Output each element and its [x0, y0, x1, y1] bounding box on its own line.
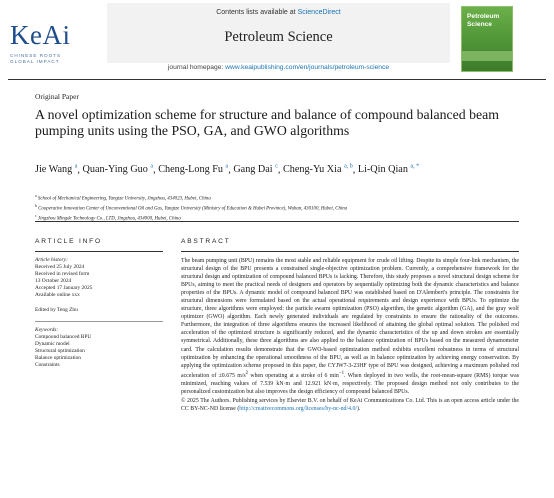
contents-line: Contents lists available at ScienceDirect [216, 9, 341, 16]
journal-banner [107, 3, 450, 63]
author-affiliation-marker[interactable]: c [275, 164, 278, 170]
journal-header [0, 0, 554, 80]
affiliations [35, 193, 505, 222]
affiliation-text: School of Mechanical Engineering, Yangtze University, Jingzhou, 434023, Hubei, China [36, 196, 211, 202]
author-separator: , [277, 164, 283, 176]
keai-logo-subtitle: CHINESE ROOTS GLOBAL IMPACT [10, 53, 62, 64]
history-label: Article history: [35, 257, 68, 263]
article-info-divider [35, 251, 163, 252]
abstract-heading: ABSTRACT [181, 238, 231, 245]
cover-title: Petroleum Science [467, 13, 500, 28]
keywords-divider [35, 321, 163, 322]
article-info-heading: ARTICLE INFO [35, 238, 102, 245]
article-history [35, 257, 163, 300]
author-name[interactable]: Cheng-Yu Xia $^{a, b}$ [282, 164, 353, 176]
copyright-notice: © 2025 The Authors. Publishing services by Elsevier B.V. on behalf of KeAi Communications Co. Ltd. This is an open access article under the CC BY-NC-ND license (http://creativecommons.org/licenses/by-nc-nd/4.0/). [181, 397, 519, 412]
history-item: Received in revised form [35, 271, 90, 278]
author-list [35, 161, 505, 177]
author-separator: , [77, 164, 83, 176]
abstract-body [181, 257, 519, 413]
keyword: Dynamic model [35, 340, 70, 347]
author-affiliation-marker[interactable]: a [150, 164, 154, 170]
history-item: Received 25 July 2024 [35, 264, 85, 271]
journal-homepage-link[interactable]: www.keaipublishing.com/en/journals/petroleum-science [225, 64, 390, 71]
paper-type: Original Paper [35, 92, 79, 101]
author-separator: , [228, 164, 234, 176]
cover-decoration [462, 51, 512, 61]
affiliation-marker: c [35, 213, 37, 218]
keywords-label: Keywords: [35, 326, 59, 333]
keyword: Constraints [35, 362, 60, 369]
keyword: Structural optimization [35, 347, 85, 354]
author-name[interactable]: Gang Dai $^c$ [233, 164, 278, 176]
journal-cover-image[interactable] [461, 6, 513, 72]
affiliation-marker: a [35, 194, 37, 198]
affiliation-marker: b [35, 203, 37, 208]
author-affiliation-marker[interactable]: a, * [410, 164, 420, 170]
keai-logo-text: KeAi [10, 20, 71, 50]
meta-divider [35, 221, 519, 222]
author-separator: , [352, 164, 358, 176]
article-info-column [35, 238, 163, 369]
history-item: Available online xxx [35, 292, 80, 299]
author-separator: , [153, 164, 159, 176]
author-name[interactable]: Li-Qin Qian $^{a, *}$ [357, 164, 420, 176]
affiliation-line [35, 203, 505, 213]
header-divider [8, 79, 546, 80]
keywords-block [35, 327, 163, 370]
sciencedirect-link[interactable]: ScienceDirect [297, 9, 341, 16]
affiliation-text: Cooperative Innovation Center of Unconventional Oil and Gas, Yangtze University (Ministry of Education & Hubei Province), Wuhan, 430100, Hubei, China [36, 206, 348, 212]
author-affiliation-marker[interactable]: a [74, 164, 78, 170]
author-affiliation-marker[interactable]: a, b [344, 164, 353, 170]
keyword: Compound balanced BPU [35, 333, 92, 340]
keai-logo[interactable] [10, 22, 100, 65]
journal-homepage: journal homepage: www.keaipublishing.com/en/journals/petroleum-science [167, 64, 390, 71]
author-name[interactable]: Quan-Ying Guo $^a$ [82, 164, 154, 176]
editor-line: Edited by Teng Zhu [35, 306, 78, 313]
affiliation-line [35, 193, 505, 203]
history-item: Accepted 17 January 2025 [35, 285, 93, 292]
affiliation-text: Jingzhou Mingde Technology Co., LTD, Jingzhou, 434000, Hubei, China [36, 216, 181, 222]
author-affiliation-marker[interactable]: a [225, 164, 229, 170]
author-name[interactable]: Cheng-Long Fu $^a$ [158, 164, 229, 176]
keyword: Balance optimization [35, 354, 81, 361]
article-title: A novel optimization scheme for structure and balance of compound balanced beam pumping units using the PSO, GA, and GWO algorithms [35, 107, 499, 138]
journal-name[interactable]: Petroleum Science [224, 29, 333, 45]
abstract-text: The beam pumping unit (BPU) remains the most stable and reliable equipment for crude oil lifting. Despite its simple four-link mechanism, the structural design of the BPU presents a constrained single-objective optimization problem. Currently, a comprehensive framework for the structural design and optimization of compound balanced BPUs is lacking. Therefore, this study proposes a novel structural design scheme for BPUs, aiming to meet the practical needs of designers and operators by sequentially optimizing both the dynamic characteristics and balance properties of the BPUs. A dynamic model of compound balanced BPU was established based on D'Alembert's principle. The constraints for structural dimensions were formulated based on the actual operational requirements and design experience with BPUs. To optimize the structure, three algorithms were employed: the particle swarm optimization (PSO) algorithm, the genetic algorithm (GA), and the gray wolf optimizer (GWO) algorithm. Each newly generated individuals are regulated by constraints to ensure the rationality of the outcomes. Furthermore, the integration of three algorithms ensures the increased likelihood of attaining the global optimal solution. The polished rod acceleration of the optimized structure is significantly reduced, and the dynamic characteristics of the up and down strokes are essentially symmetrical. Additionally, these three algorithms are also applied to the balance optimization of BPUs based on the measured dynamometer card. The calculation results demonstrate that the GWO-based optimization method exhibits excellent robustness in terms of structural optimization by enhancing the operational smoothness of the BPU, as well as in balance optimization by achieving energy conservation. By applying the optimization scheme proposed in this paper, the CYJW7-3-23HF type of BPU was designed, achieving a maximum polished rod acceleration of ±0.675 $m/s^2$ when operating at a stroke of 6 $\min^{-1}$. When deployed in two wells, the root-mean-square (RMS) torque was minimized, reaching values of 7.539 kN·m and 12.921 kN·m, respectively. The proposed design method not only contributes to the personalized customization but also improves the design efficiency of compound balanced BPUs. [181, 258, 519, 395]
history-item: 13 October 2024 [35, 278, 72, 285]
abstract-column [181, 238, 519, 413]
license-link[interactable]: http://creativecommons.org/licenses/by-nc-nd/4.0/ [239, 405, 357, 412]
author-name[interactable]: Jie Wang $^a$ [35, 164, 78, 176]
abstract-divider [181, 251, 519, 252]
